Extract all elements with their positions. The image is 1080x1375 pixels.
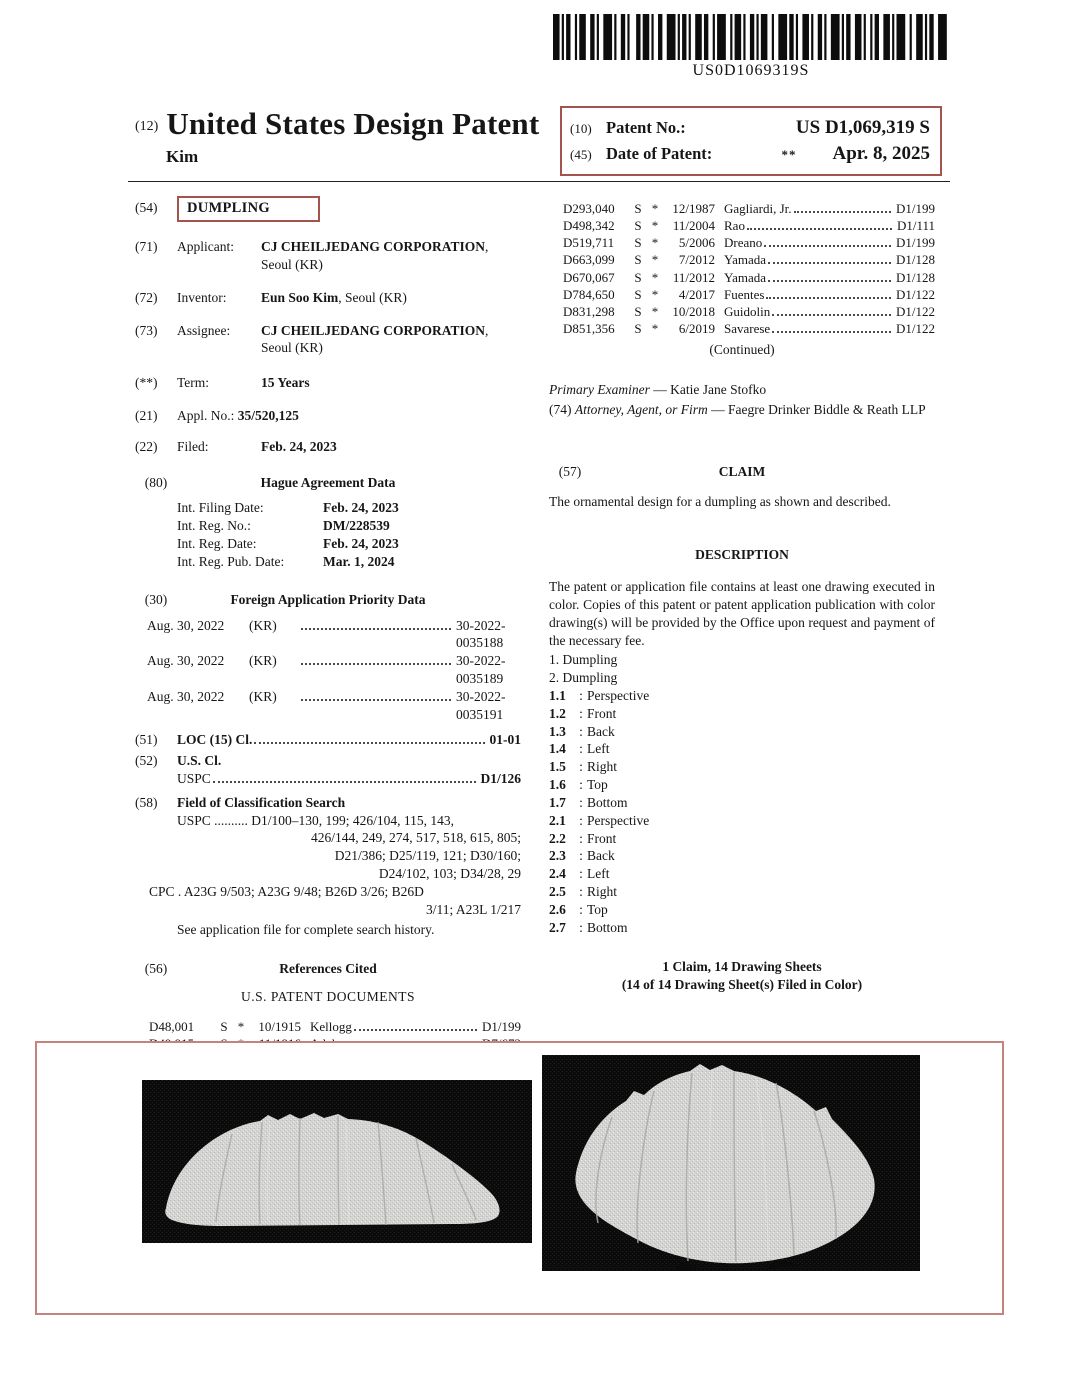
priority-rows bbox=[135, 617, 521, 724]
loc-value: 01-01 bbox=[489, 732, 521, 748]
view-row bbox=[549, 919, 935, 937]
ref-name: Dreano bbox=[724, 235, 763, 251]
dot-leader bbox=[772, 331, 891, 333]
ref-date: 5/2006 bbox=[678, 235, 715, 251]
ref-kind: S bbox=[634, 235, 642, 251]
claim-title: CLAIM bbox=[718, 463, 766, 479]
design-item: 2. Dumpling bbox=[549, 670, 618, 686]
ref-number: D293,040 bbox=[563, 201, 615, 216]
dumpling-perspective-photo bbox=[542, 1055, 920, 1271]
hague-rows bbox=[177, 499, 521, 570]
field-search-title: Field of Classification Search bbox=[177, 794, 346, 810]
inventor-location: , Seoul (KR) bbox=[338, 289, 407, 305]
ref-star: * bbox=[651, 303, 659, 319]
priority-row bbox=[147, 688, 521, 724]
attorney-line bbox=[549, 401, 935, 419]
uspc-search-line: USPC .......... D1/100–130, 199; 426/104, 115, 143, bbox=[177, 812, 455, 828]
ref-star: * bbox=[651, 201, 659, 216]
priority-title: Foreign Application Priority Data bbox=[230, 591, 426, 607]
ref-kind: S bbox=[634, 269, 642, 285]
attorney-label: Attorney, Agent, or Firm bbox=[574, 401, 708, 417]
priority-row bbox=[147, 652, 521, 688]
ref-number: D851,356 bbox=[563, 321, 615, 337]
ref-number: D670,067 bbox=[563, 269, 615, 285]
reference-row bbox=[149, 1018, 521, 1035]
view-separator: : bbox=[579, 705, 583, 721]
ref-star: * bbox=[651, 218, 659, 234]
ref-number: D48,001 bbox=[149, 1018, 195, 1034]
appl-no-label: Appl. No.: bbox=[177, 408, 235, 423]
field-code-80: (80) bbox=[144, 474, 168, 490]
term-asterisks: ** bbox=[781, 147, 797, 163]
view-separator: : bbox=[579, 688, 583, 703]
cpc-search-line: 3/11; A23L 1/217 bbox=[425, 901, 521, 917]
ref-date: 10/1915 bbox=[258, 1018, 301, 1034]
field-code-57: (57) bbox=[558, 463, 582, 479]
view-label: Top bbox=[587, 901, 608, 917]
field-code-56: (56) bbox=[144, 961, 168, 977]
ref-number: D519,711 bbox=[563, 235, 615, 251]
view-label: Top bbox=[587, 777, 608, 793]
view-separator: : bbox=[579, 919, 583, 935]
dot-leader bbox=[794, 211, 891, 213]
appl-no-section bbox=[135, 407, 521, 425]
priority-country: (KR) bbox=[249, 617, 277, 633]
ref-class: D1/122 bbox=[896, 303, 935, 319]
view-number: 1.2 bbox=[549, 705, 566, 721]
references-title: References Cited bbox=[279, 961, 377, 977]
view-separator: : bbox=[579, 866, 583, 882]
right-column bbox=[549, 196, 935, 1052]
ref-name: Yamada bbox=[724, 252, 767, 268]
view-number: 2.6 bbox=[549, 901, 566, 917]
view-separator: : bbox=[579, 777, 583, 793]
hague-value: DM/228539 bbox=[323, 518, 390, 534]
field-code-71: (71) bbox=[135, 239, 158, 255]
dot-leader bbox=[213, 781, 476, 783]
uspc-label: USPC bbox=[177, 771, 211, 786]
dot-leader bbox=[301, 699, 451, 701]
priority-date: Aug. 30, 2022 bbox=[147, 653, 225, 669]
loc-label: LOC (15) Cl. bbox=[177, 732, 253, 748]
field-code-73: (73) bbox=[135, 322, 158, 338]
term-label: Term: bbox=[177, 375, 210, 391]
view-number: 1.4 bbox=[549, 741, 566, 757]
reference-row bbox=[563, 234, 935, 251]
ref-kind: S bbox=[634, 218, 642, 234]
ref-kind: S bbox=[634, 201, 642, 216]
field-code-10: (10) bbox=[570, 121, 592, 136]
view-separator: : bbox=[579, 812, 583, 828]
priority-number: 30-2022-0035191 bbox=[456, 688, 506, 722]
view-number: 2.7 bbox=[549, 919, 566, 935]
hague-row bbox=[177, 517, 521, 535]
ref-star: * bbox=[651, 321, 659, 337]
ref-number: D663,099 bbox=[563, 252, 615, 268]
ref-date: 11/2012 bbox=[672, 269, 715, 285]
hague-title: Hague Agreement Data bbox=[260, 474, 396, 490]
view-row bbox=[549, 740, 935, 758]
inventor-name: Eun Soo Kim bbox=[261, 289, 339, 305]
ref-kind: S bbox=[634, 286, 642, 302]
appl-no-value bbox=[177, 407, 521, 425]
dot-leader bbox=[766, 297, 891, 299]
view-label: Right bbox=[587, 759, 618, 775]
view-number: 2.1 bbox=[549, 812, 566, 828]
field-code-72: (72) bbox=[135, 289, 158, 305]
left-column bbox=[135, 196, 521, 1052]
view-number: 2.3 bbox=[549, 848, 566, 864]
field-code-45: (45) bbox=[570, 147, 592, 163]
view-row bbox=[549, 865, 935, 883]
hague-value: Mar. 1, 2024 bbox=[323, 553, 395, 569]
view-number: 2.5 bbox=[549, 883, 566, 899]
description-text: The patent or application file contains at least one drawing executed in color. Copies of this patent or patent application publication with color drawing(s) will be provided by the Office upon request and payment of the necessary fee. bbox=[549, 579, 935, 648]
patent-date-value: Apr. 8, 2025 bbox=[832, 143, 930, 165]
ref-class: D1/199 bbox=[482, 1018, 521, 1034]
ref-class: D1/122 bbox=[896, 321, 935, 337]
field-code-54: (54) bbox=[135, 200, 158, 215]
inventor-section bbox=[135, 289, 521, 307]
patent-no-value: US D1,069,319 S bbox=[795, 117, 930, 138]
page-title: United States Design Patent bbox=[166, 106, 540, 141]
title-section bbox=[135, 196, 521, 222]
assignee-location: , Seoul (KR) bbox=[261, 322, 489, 356]
term-section bbox=[135, 374, 521, 392]
field-code-74: (74) bbox=[549, 401, 572, 417]
uspc-value: D1/126 bbox=[480, 771, 521, 786]
priority-heading bbox=[135, 591, 521, 609]
uscl-label: U.S. Cl. bbox=[177, 753, 222, 769]
ref-name: Fuentes bbox=[724, 286, 765, 302]
search-history-note: See application file for complete search history. bbox=[177, 921, 435, 937]
ref-kind: S bbox=[634, 303, 642, 319]
dot-leader bbox=[354, 1029, 477, 1031]
hague-row bbox=[177, 499, 521, 517]
dumpling-perspective-image bbox=[542, 1055, 920, 1271]
dot-leader bbox=[301, 663, 451, 665]
attorney-name: — Faegre Drinker Biddle & Reath LLP bbox=[707, 401, 926, 417]
hague-value: Feb. 24, 2023 bbox=[323, 500, 399, 516]
ref-star: * bbox=[237, 1018, 245, 1034]
ref-kind: S bbox=[634, 321, 642, 337]
view-label: Perspective bbox=[587, 688, 650, 703]
references-heading bbox=[135, 960, 521, 978]
field-code-22: (22) bbox=[135, 438, 158, 454]
view-number: 1.3 bbox=[549, 723, 566, 739]
view-number: 1.7 bbox=[549, 794, 566, 810]
design-title: DUMPLING bbox=[177, 196, 320, 222]
barcode-image bbox=[553, 14, 949, 60]
applicant-name: CJ CHEILJEDANG CORPORATION bbox=[261, 239, 486, 255]
claim-heading bbox=[549, 463, 935, 481]
reference-row bbox=[563, 286, 935, 303]
claim-summary-line-2: (14 of 14 Drawing Sheet(s) Filed in Color) bbox=[621, 977, 863, 993]
reference-row bbox=[563, 303, 935, 320]
ref-star: * bbox=[651, 235, 659, 251]
view-number: 1.6 bbox=[549, 777, 566, 793]
ref-date: 4/2017 bbox=[678, 286, 715, 302]
dot-leader bbox=[747, 228, 892, 230]
view-row bbox=[549, 847, 935, 865]
ref-name: Gagliardi, Jr. bbox=[724, 201, 792, 216]
patent-date-row bbox=[570, 141, 930, 166]
view-row bbox=[549, 687, 935, 705]
assignee-name: CJ CHEILJEDANG CORPORATION bbox=[261, 322, 486, 338]
view-label: Right bbox=[587, 883, 618, 899]
ref-name: Savarese bbox=[724, 321, 771, 337]
view-separator: : bbox=[579, 848, 583, 864]
view-label: Front bbox=[587, 705, 617, 721]
drawing-sheet-frame bbox=[35, 1041, 1004, 1315]
assignee-section bbox=[135, 322, 521, 358]
patent-no-label: Patent No.: bbox=[606, 118, 686, 137]
uspc-row bbox=[177, 770, 521, 788]
inventor-surname: Kim bbox=[166, 146, 199, 166]
view-label: Front bbox=[587, 830, 617, 846]
claim-summary bbox=[549, 958, 935, 994]
right-reference-list bbox=[549, 200, 935, 337]
ref-date: 11/2004 bbox=[672, 218, 715, 234]
ref-number: D831,298 bbox=[563, 303, 615, 319]
patent-date-label: Date of Patent: bbox=[606, 144, 713, 164]
term-value: 15 Years bbox=[261, 375, 310, 391]
appl-no-number: 35/520,125 bbox=[237, 408, 299, 423]
view-label: Back bbox=[587, 723, 615, 739]
reference-row bbox=[563, 200, 935, 217]
kind-code: (12) bbox=[135, 119, 159, 134]
field-code-term: (**) bbox=[135, 375, 158, 391]
inventor-value bbox=[261, 289, 521, 307]
ref-class: D1/111 bbox=[896, 218, 935, 234]
patent-number-box bbox=[560, 106, 942, 176]
dot-leader bbox=[768, 280, 891, 282]
inventor-label: Inventor: bbox=[177, 289, 227, 305]
reference-row bbox=[563, 251, 935, 268]
ref-class: D1/199 bbox=[896, 201, 935, 216]
view-separator: : bbox=[579, 759, 583, 775]
view-row bbox=[549, 776, 935, 794]
claim-summary-line-1: 1 Claim, 14 Drawing Sheets bbox=[662, 959, 822, 975]
claim-text: The ornamental design for a dumpling as shown and described. bbox=[549, 493, 891, 509]
reference-row bbox=[563, 320, 935, 337]
applicant-label: Applicant: bbox=[177, 239, 234, 255]
priority-date: Aug. 30, 2022 bbox=[147, 617, 225, 633]
us-patent-documents-subtitle: U.S. PATENT DOCUMENTS bbox=[240, 989, 416, 1005]
filed-value: Feb. 24, 2023 bbox=[261, 438, 337, 454]
view-number: 2.2 bbox=[549, 830, 566, 846]
priority-number: 30-2022-0035189 bbox=[456, 653, 506, 686]
filed-section bbox=[135, 438, 521, 456]
ref-name: Guidolin bbox=[724, 303, 771, 319]
ref-date: 7/2012 bbox=[678, 252, 715, 268]
hague-value: Feb. 24, 2023 bbox=[323, 536, 399, 552]
view-separator: : bbox=[579, 830, 583, 846]
view-separator: : bbox=[579, 723, 583, 739]
priority-row bbox=[147, 617, 521, 653]
hague-row bbox=[177, 553, 521, 571]
ref-date: 10/2018 bbox=[672, 303, 715, 319]
applicant-section bbox=[135, 238, 521, 274]
dot-leader bbox=[772, 314, 891, 316]
dumpling-front-photo bbox=[142, 1080, 532, 1243]
priority-date: Aug. 30, 2022 bbox=[147, 688, 225, 704]
view-label: Perspective bbox=[587, 812, 650, 828]
view-row bbox=[549, 723, 935, 741]
hague-heading bbox=[135, 474, 521, 492]
hague-label: Int. Reg. Pub. Date: bbox=[177, 553, 285, 569]
view-row bbox=[549, 830, 935, 848]
view-number: 1.5 bbox=[549, 759, 566, 775]
description-heading: DESCRIPTION bbox=[695, 547, 789, 563]
field-code-21: (21) bbox=[135, 408, 158, 423]
field-search-heading bbox=[135, 794, 521, 812]
barcode-number: US0D1069319S bbox=[692, 62, 810, 79]
ref-star: * bbox=[651, 269, 659, 285]
ref-name: Rao bbox=[724, 218, 745, 234]
dot-leader bbox=[768, 262, 891, 264]
priority-country: (KR) bbox=[249, 653, 277, 669]
applicant-value bbox=[261, 238, 521, 274]
view-label: Back bbox=[587, 848, 615, 864]
primary-examiner-line bbox=[549, 381, 935, 399]
assignee-label: Assignee: bbox=[177, 322, 231, 338]
uspc-search-line: 426/144, 249, 274, 517, 518, 615, 805; bbox=[310, 830, 521, 846]
reference-row bbox=[563, 217, 935, 234]
ref-class: D1/122 bbox=[896, 286, 935, 302]
ref-date: 12/1987 bbox=[672, 201, 715, 216]
us-class-row bbox=[135, 752, 521, 770]
field-code-58: (58) bbox=[135, 794, 158, 810]
uspc-search-line: D21/386; D25/119, 121; D30/160; bbox=[334, 848, 521, 864]
dot-leader bbox=[254, 742, 484, 744]
view-row bbox=[549, 758, 935, 776]
view-number: 2.4 bbox=[549, 866, 566, 882]
document-header bbox=[135, 104, 565, 168]
patent-no-row bbox=[570, 115, 930, 140]
view-separator: : bbox=[579, 741, 583, 757]
hague-label: Int. Reg. No.: bbox=[177, 518, 251, 534]
ref-number: D784,650 bbox=[563, 286, 615, 302]
ref-number: D498,342 bbox=[563, 218, 615, 234]
ref-kind: S bbox=[220, 1018, 228, 1034]
field-code-30: (30) bbox=[144, 591, 168, 607]
view-row bbox=[549, 901, 935, 919]
assignee-value bbox=[261, 322, 521, 358]
hague-row bbox=[177, 535, 521, 553]
view-label: Bottom bbox=[587, 794, 628, 810]
filed-label: Filed: bbox=[177, 438, 209, 454]
view-number: 1.1 bbox=[549, 688, 566, 703]
continued-note: (Continued) bbox=[709, 342, 775, 358]
ref-name: Yamada bbox=[724, 269, 767, 285]
field-code-51: (51) bbox=[135, 732, 158, 748]
priority-number: 30-2022-0035188 bbox=[456, 617, 506, 651]
examiner-name: — Katie Jane Stofko bbox=[649, 382, 767, 398]
view-label: Left bbox=[587, 741, 610, 757]
dumpling-front-image bbox=[142, 1080, 532, 1243]
view-separator: : bbox=[579, 794, 583, 810]
ref-class: D1/199 bbox=[896, 235, 935, 251]
loc-class-row bbox=[135, 731, 521, 749]
priority-country: (KR) bbox=[249, 688, 277, 704]
header-divider bbox=[128, 181, 950, 182]
view-row bbox=[549, 705, 935, 723]
barcode-block bbox=[553, 14, 949, 81]
view-label: Left bbox=[587, 866, 610, 882]
dot-leader bbox=[301, 628, 451, 630]
cpc-lines bbox=[149, 883, 521, 919]
dot-leader bbox=[764, 245, 891, 247]
view-list bbox=[549, 687, 935, 936]
view-row bbox=[549, 794, 935, 812]
field-search-lines bbox=[177, 812, 521, 883]
ref-class: D1/128 bbox=[896, 269, 935, 285]
examiner-label: Primary Examiner bbox=[549, 382, 650, 398]
ref-star: * bbox=[651, 252, 659, 268]
ref-kind: S bbox=[634, 252, 642, 268]
examiner-block bbox=[549, 381, 935, 419]
reference-row bbox=[563, 269, 935, 286]
applicant-location: , Seoul (KR) bbox=[261, 239, 489, 272]
hague-label: Int. Reg. Date: bbox=[177, 536, 257, 552]
view-separator: : bbox=[579, 901, 583, 917]
ref-star: * bbox=[651, 286, 659, 302]
field-code-52: (52) bbox=[135, 753, 158, 769]
ref-class: D1/128 bbox=[896, 252, 935, 268]
design-item: 1. Dumpling bbox=[549, 652, 618, 668]
ref-name: Kellogg bbox=[310, 1018, 352, 1034]
uspc-search-line: D24/102, 103; D34/28, 29 bbox=[378, 866, 521, 882]
cpc-search-line: CPC . A23G 9/503; A23G 9/48; B26D 3/26; B26D bbox=[149, 883, 424, 899]
view-row bbox=[549, 812, 935, 830]
view-row bbox=[549, 883, 935, 901]
hague-label: Int. Filing Date: bbox=[177, 500, 264, 516]
ref-date: 6/2019 bbox=[678, 321, 715, 337]
view-separator: : bbox=[579, 883, 583, 899]
view-label: Bottom bbox=[587, 919, 628, 935]
